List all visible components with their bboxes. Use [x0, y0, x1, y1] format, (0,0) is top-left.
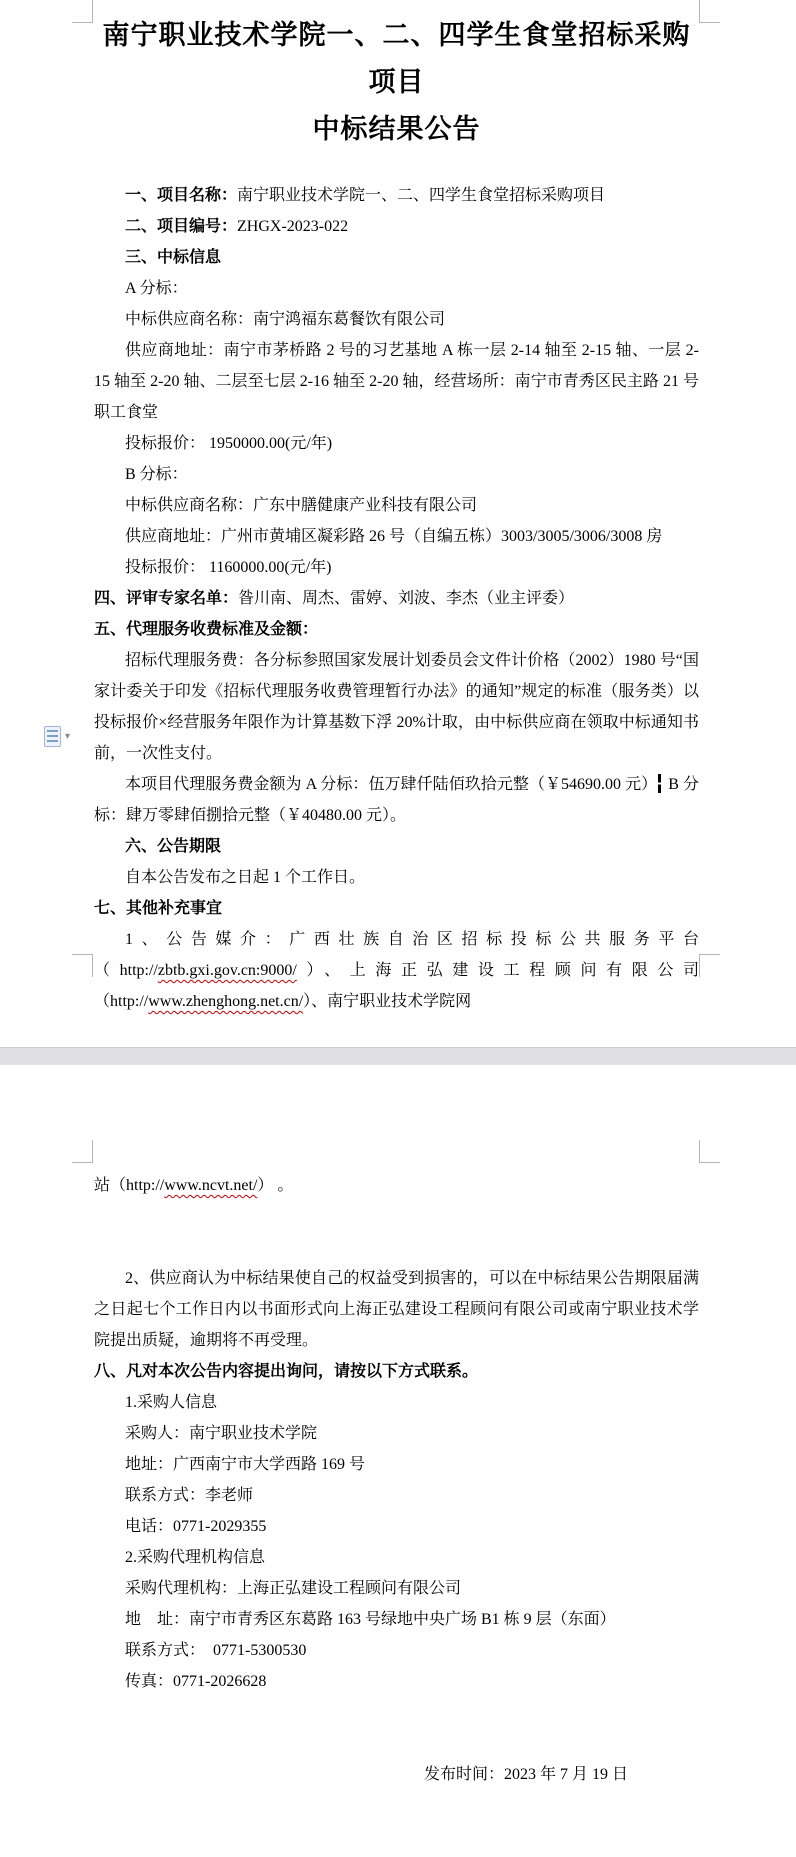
url-text[interactable]: www.ncvt.net/	[164, 1177, 258, 1194]
text-run: 联系方式：李老师	[125, 1487, 254, 1504]
blank-line	[94, 1232, 699, 1263]
section-award-info-heading	[94, 242, 699, 273]
challenge-notice	[94, 1263, 699, 1356]
paste-options-icon[interactable]	[44, 726, 61, 747]
text-run: ZHGX-2023-022	[237, 218, 349, 235]
purchaser-contact	[94, 1480, 699, 1511]
agency-address	[94, 1604, 699, 1635]
page-separator	[0, 1047, 796, 1065]
heading-text-run: 八、凡对本次公告内容提出询问，请按以下方式联系。	[94, 1363, 479, 1380]
margin-crop-mark-top-left	[72, 0, 93, 23]
text-run: B 分标：肆万零肆佰捌拾元整（￥40480.00 元）。	[94, 776, 699, 824]
page-1-body	[94, 180, 699, 1017]
paste-options-button[interactable]	[44, 726, 78, 750]
purchaser-address	[94, 1449, 699, 1480]
purchaser-name	[94, 1418, 699, 1449]
text-run: ） 。	[257, 1177, 294, 1194]
page-2-body	[94, 1170, 699, 1790]
text-run: 投标报价： 1950000.00(元/年)	[125, 435, 333, 452]
text-run: B 分标：	[125, 466, 188, 483]
margin-crop-mark-bottom-left	[72, 954, 93, 977]
url-text[interactable]: zbtb.gxi.gov.cn:9000/	[157, 962, 297, 979]
heading-text-run: 七、其他补充事宜	[94, 900, 223, 917]
text-run: A 分标：	[125, 280, 188, 297]
text-run: 招标代理服务费：各分标参照国家发展计划委员会文件计价格（2002）1980 号“国家计委关于印发《招标代理服务收费管理暂行办法》的通知”规定的标准（服务类）以投标报价×经营服务年限作为计算基数下浮 20%计取，由中标供应商在领取中标通知书前，一次性支付。	[94, 652, 699, 762]
lot-a-bid-price	[94, 428, 699, 459]
notice-period	[94, 862, 699, 893]
text-run: 2.采购代理机构信息	[125, 1549, 266, 1566]
agency-contact	[94, 1635, 699, 1666]
text-run: 传真：0771-2026628	[125, 1673, 267, 1690]
text-run: 供应商地址：广州市黄埔区凝彩路 26 号（自编五栋）3003/3005/3006/3008 房	[125, 528, 663, 545]
text-run: 昝川南、周杰、雷婷、刘波、李杰（业主评委）	[238, 590, 575, 607]
section-project-name	[94, 180, 699, 211]
text-run: 投标报价： 1160000.00(元/年)	[125, 559, 332, 576]
section-other-matters-heading	[94, 893, 699, 924]
text-run: 采购人：南宁职业技术学院	[125, 1425, 318, 1442]
heading-text-run: 五、代理服务收费标准及金额：	[94, 621, 319, 638]
heading-text-run: 四、评审专家名单：	[94, 590, 239, 607]
text-run: 联系方式： 0771-5300530	[125, 1642, 307, 1659]
text-run: 采购代理机构：上海正弘建设工程顾问有限公司	[125, 1580, 462, 1597]
heading-text-run: 一、项目名称：	[125, 187, 238, 204]
section-project-number	[94, 211, 699, 242]
text-run: 供应商地址：南宁市茅桥路 2 号的习艺基地 A 栋一层 2-14 轴至 2-15 轴、一层 2-15 轴至 2-20 轴、二层至七层 2-16 轴至 2-20 轴，经营场所：南宁市青秀区民主路 21 号职工食堂	[94, 342, 699, 421]
section-agency-fee-heading	[94, 614, 699, 645]
text-run: 中标供应商名称：南宁鸿福东葛餐饮有限公司	[125, 311, 446, 328]
document-title-line1: 南宁职业技术学院一、二、四学生食堂招标采购项目	[102, 20, 691, 97]
margin-crop-mark-page2-top-right	[699, 1140, 720, 1163]
blank-line	[94, 1201, 699, 1232]
announcement-media	[94, 924, 699, 1017]
blank-line	[94, 1728, 699, 1759]
margin-crop-mark-page2-top-left	[72, 1140, 93, 1163]
text-run: 1.采购人信息	[125, 1394, 218, 1411]
announcement-media-continued	[94, 1170, 699, 1201]
purchaser-info-label	[94, 1387, 699, 1418]
text-run: 自本公告发布之日起 1 个工作日。	[125, 869, 366, 886]
section-contact-heading	[94, 1356, 699, 1387]
heading-text-run: 六、公告期限	[125, 838, 222, 855]
text-run: 本项目代理服务费金额为 A 分标：伍万肆仟陆佰玖拾元整（￥54690.00 元）	[125, 776, 658, 793]
page-2[interactable]	[0, 1065, 796, 1857]
agency-info-label	[94, 1542, 699, 1573]
text-run: 电话：0771-2029355	[125, 1518, 267, 1535]
text-run: 中标供应商名称：广东中膳健康产业科技有限公司	[125, 497, 478, 514]
lot-a-label	[94, 273, 699, 304]
agency-fee-amount	[94, 769, 699, 831]
margin-crop-mark-top-right	[699, 0, 720, 23]
lot-b-address	[94, 521, 699, 552]
document-title	[94, 12, 699, 153]
chevron-down-icon[interactable]: ▾	[65, 731, 71, 742]
publish-date	[94, 1759, 699, 1790]
text-run: 地址：广西南宁市大学西路 169 号	[125, 1456, 366, 1473]
heading-text-run: 三、中标信息	[125, 249, 222, 266]
document-title-line2: 中标结果公告	[312, 114, 481, 144]
text-run: ）、南宁职业技术学院网	[303, 993, 472, 1010]
agency-fee-standard	[94, 645, 699, 769]
url-text[interactable]: www.zhenghong.net.cn/	[148, 993, 304, 1010]
text-cursor	[658, 774, 661, 793]
text-run: 南宁职业技术学院一、二、四学生食堂招标采购项目	[237, 187, 606, 204]
blank-line	[94, 1697, 699, 1728]
lot-a-supplier	[94, 304, 699, 335]
agency-name	[94, 1573, 699, 1604]
text-run: 发布时间：2023 年 7 月 19 日	[424, 1766, 629, 1783]
text-run: ）、上海正弘建设工程顾问有限公司（http://	[94, 962, 699, 1010]
text-run: 地 址：南宁市青秀区东葛路 163 号绿地中央广场 B1 栋 9 层（东面）	[125, 1611, 616, 1628]
section-notice-period-heading	[94, 831, 699, 862]
text-run: 1、公告媒介：广西壮族自治区招标投标公共服务平台（http://	[94, 931, 699, 979]
lot-b-bid-price	[94, 552, 699, 583]
agency-fax	[94, 1666, 699, 1697]
lot-b-label	[94, 459, 699, 490]
purchaser-phone	[94, 1511, 699, 1542]
section-experts	[94, 583, 699, 614]
text-run: 2、供应商认为中标结果使自己的权益受到损害的，可以在中标结果公告期限届满之日起七个工作日内以书面形式向上海正弘建设工程顾问有限公司或南宁职业技术学院提出质疑，逾期将不再受理。	[94, 1270, 699, 1349]
lot-a-address	[94, 335, 699, 428]
text-run: 站（http://	[94, 1177, 165, 1194]
lot-b-supplier	[94, 490, 699, 521]
heading-text-run: 二、项目编号：	[125, 218, 238, 235]
margin-crop-mark-bottom-right	[699, 954, 720, 977]
